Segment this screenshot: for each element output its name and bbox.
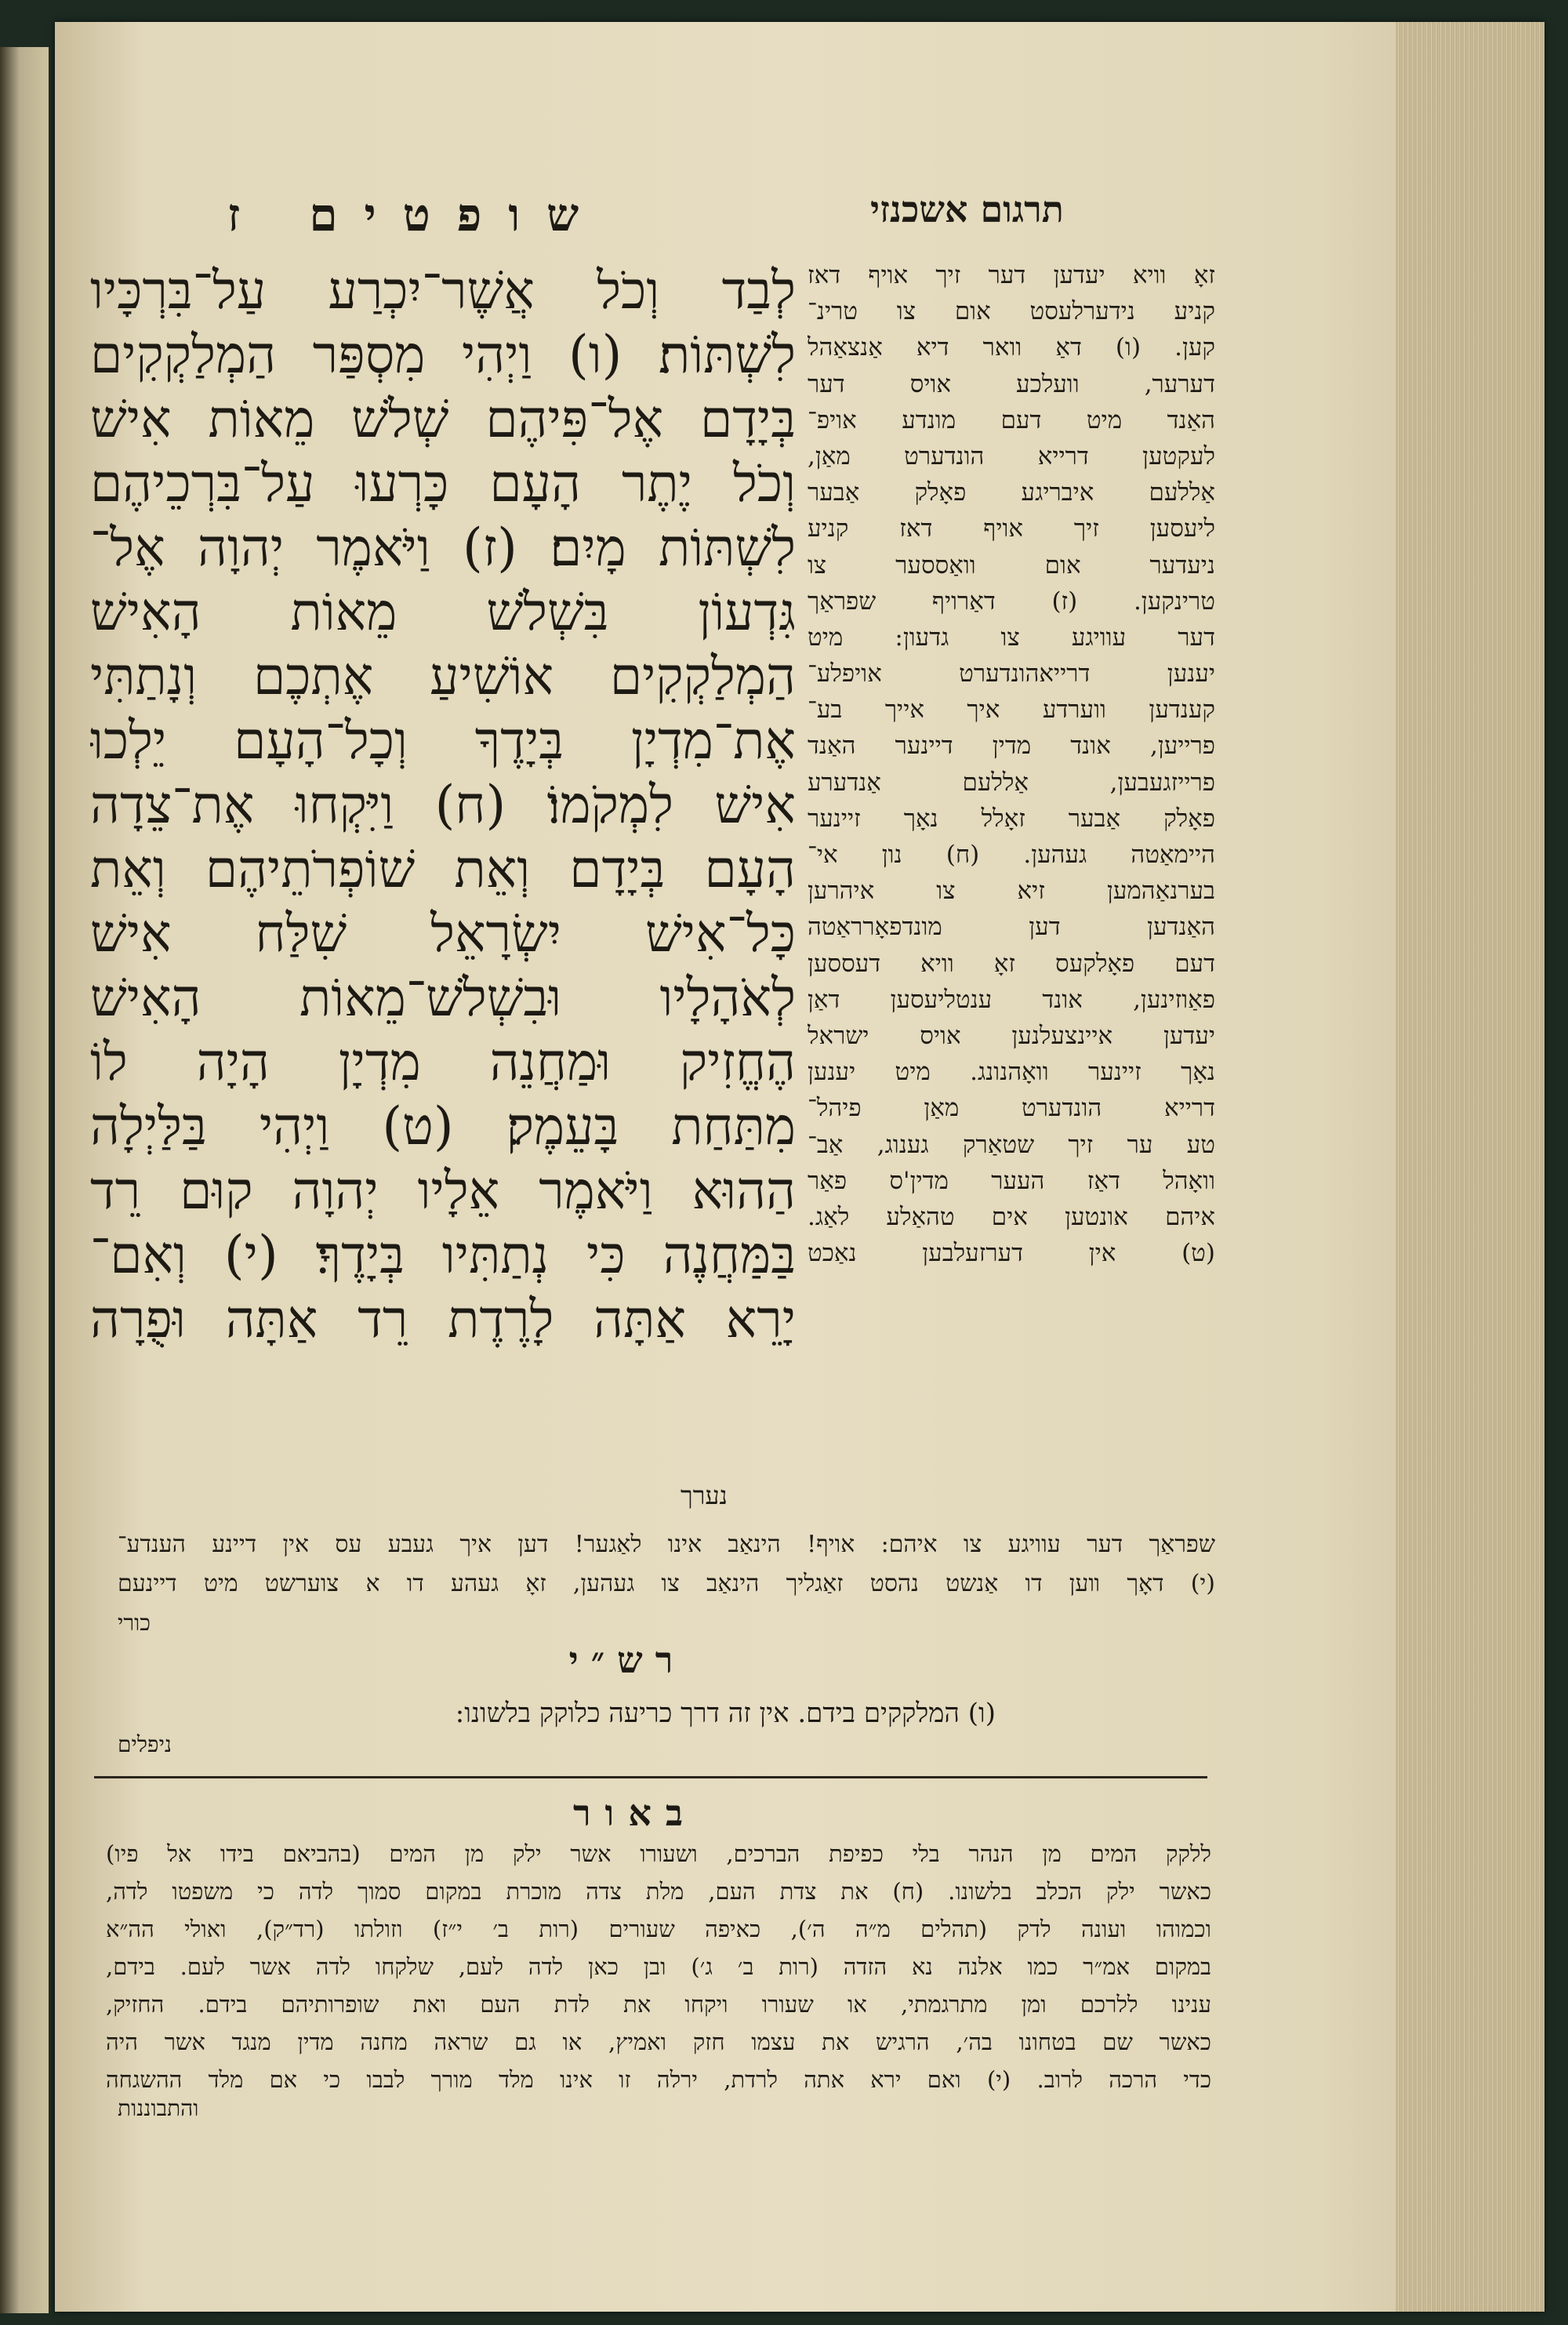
bible-line: לִשְׁתּוֹת מָיִם׃ (ז) וַיֹּאמֶר יְהוָה אֶל־	[90, 518, 796, 578]
yiddish-line: פרייזגעבען, אַללעם אַנדערע	[808, 768, 1215, 797]
biur-line: ללקק המים מן הנהר בלי כפיפת הברכים, ושעורו אשר ילק מן המים (בהביאם בידו אל פיו)	[106, 1840, 1211, 1867]
bible-column	[90, 259, 796, 1352]
yiddish-line: (ט) אין דערזעלבען נאַכט	[808, 1239, 1215, 1268]
yiddish-line: קען. (ו) דאַ וואר דיא אַנצאַהל	[808, 333, 1215, 362]
bible-line: הֶחֱזִיק וּמַחֲנֵה מִדְיָן הָיָה לוֹ	[90, 1032, 796, 1092]
yiddish-line: ניעדער אום וואַססער צו	[808, 550, 1215, 579]
catchword-biur: והתבוננות	[118, 2095, 199, 2121]
rashi-title: רש״י	[568, 1639, 686, 1681]
yiddish-line: היימאַטה געהען. (ח) נון אי־	[808, 841, 1215, 869]
rashi-commentary: (ו) המלקקים בידם. אין זה דרך כריעה כלוקק בלשונו:	[455, 1698, 996, 1729]
continuation-line: שפראַך דער עוויגע צו איהם: אויף! הינאַב אינו לאַגער! דען איך געבע עס אין דיינע הענדע־	[118, 1531, 1215, 1558]
biur-line: וכמוהו ועונה לדק (תהלים מ״ה ה׳), כאיפה שעורים (רות ב׳ י״ז) וזולתו (רד״ק), ואולי הה״א	[106, 1916, 1211, 1942]
yiddish-line: טע ער זיך שטאַרק גענוג, אַב־	[808, 1130, 1215, 1159]
bible-line: לְאֹהָלָיו וּבִשְׁלֹשׁ־מֵאוֹת הָאִישׁ	[90, 968, 796, 1028]
bible-line: כָּל־אִישׁ יִשְׂרָאֵל שִׁלַּח אִישׁ	[90, 903, 796, 964]
yiddish-column	[808, 257, 1215, 1271]
continuation-line: (י) דאָך װען דו אַנשט נהסט זאַגליך הינאַב צו געהען, זאָ געהע דו א צוערשט מיט דיינעם	[118, 1570, 1215, 1597]
yiddish-line: אַללעם איבריגע פאָלק אַבער	[808, 478, 1215, 507]
yiddish-line: איהם אונטען אים טהאַלע לאַג.	[808, 1202, 1215, 1231]
yiddish-line: האַנד מיט דעם מונדע אויפ־	[808, 405, 1215, 434]
running-head-translation: תרגום אשכנזי	[870, 188, 1064, 231]
bible-line: בְּיָדָם אֶל־פִּיהֶם שְׁלֹשׁ מֵאוֹת אִישׁ	[90, 389, 796, 449]
biur-line: במקום אמ״ר כמו אלנה נא הזדה (רות ב׳ ג׳) ובן כאן לדה לעם, שלקחו לדה אשר לעם. בידם,	[106, 1953, 1211, 1980]
bible-line: לִשְׁתּוֹת׃ (ו) וַיְהִי מִסְפַּר הַמְלַקְקִים	[90, 325, 796, 385]
catchword-yiddish: כורי	[118, 1610, 151, 1636]
left-page-edge	[0, 47, 50, 2313]
yiddish-line: דעם פאָלקעס זאָ וויא דעססען	[808, 949, 1215, 978]
bible-catchword: נערך	[681, 1480, 728, 1510]
biur-commentary	[106, 1835, 1211, 2098]
yiddish-line: פרייען, אונד מדין דיינער האַנד	[808, 732, 1215, 761]
bible-line: גִּדְעוֹן בִּשְׁלֹשׁ מֵאוֹת הָאִישׁ	[90, 582, 796, 642]
bible-line: הַמְלַקְקִים אוֹשִׁיעַ אֶתְכֶם וְנָתַתִּי	[90, 646, 796, 707]
bible-line: הָעָם בְּיָדָם וְאֵת שׁוֹפְרֹתֵיהֶם וְאֵת	[90, 839, 796, 899]
catchword-rashi: ניפלים	[118, 1731, 172, 1757]
yiddish-line: האַנדען דען מונדפאָרראַטה	[808, 913, 1215, 942]
biur-line: כאשר ילק הכלב בלשונו. (ח) את צדת העם, מלת צדה מוכרת במקום סמוך לדה כי משפטו לדה,	[106, 1878, 1211, 1905]
yiddish-line: וואָהל דאַז העער מדין'ס פאַר	[808, 1166, 1215, 1195]
bible-line: אִישׁ לִמְקֹמוֹ׃ (ח) וַיִּקְחוּ אֶת־צֵדָה	[90, 775, 796, 835]
biur-line: ענינו ללרכם ומן מתרגמתי, או שעורו ויקחו את לדת העם ואת שופרותיהם בידם. החזיק,	[106, 1991, 1211, 2018]
yiddish-continuation	[118, 1525, 1215, 1604]
yiddish-line: נאָך זיינער וואָהנונג. מיט יענען	[808, 1058, 1215, 1087]
yiddish-line: פאָלק אַבער זאָלל נאָך זיינער	[808, 804, 1215, 833]
yiddish-line: דער עוויגע צו גדעון: מיט	[808, 623, 1215, 652]
bible-line: מִתַּחַת בָּעֵמֶק׃ (ט) וַיְהִי בַּלַּיְלָה	[90, 1096, 796, 1157]
bible-line: יָרֵא אַתָּה לָרֶדֶת רֵד אַתָּה וּפֻרָה	[90, 1289, 796, 1350]
running-head-book: שופטים ז	[227, 188, 606, 242]
biur-line: כאשר שם בטחונו בה׳, הרגיש את עצמו חזק ואמיץ, או גם שראה מחנה מדין מנגד אשר היה	[106, 2029, 1211, 2055]
bible-line: וְכֹל יֶתֶר הָעָם כָּרְעוּ עַל־בִּרְכֵיהֶם	[90, 453, 796, 514]
page-edges	[1396, 22, 1544, 2312]
yiddish-line: ליעסען זיך אויף דאז קניע	[808, 514, 1215, 543]
yiddish-line: לעקטען דרייא הונדערט מאַן,	[808, 441, 1215, 470]
yiddish-line: פאַוזינען, אונד ענטליעסען דאַן	[808, 985, 1215, 1014]
yiddish-line: דרייא הונדערט מאַן פיהל־	[808, 1094, 1215, 1123]
yiddish-line: בערנאַהמען זיא צו איהרען	[808, 877, 1215, 906]
yiddish-line: זאָ וויא יעדען דער זיך אויף דאז	[808, 261, 1215, 289]
bible-line: הַהוּא וַיֹּאמֶר אֵלָיו יְהוָה קוּם רֵד	[90, 1161, 796, 1221]
yiddish-line: קניע נידערלעסט אום צו טרינ־	[808, 297, 1215, 326]
biur-line: כדי הרכה לרוב. (י) ואם ירא אתה לרדת, ירלה זו אינו מלד מורך לבבו כי אם מלד ההשגחה	[106, 2066, 1211, 2093]
yiddish-line: יענען דרייאהונדערט אויפלע־	[808, 659, 1215, 688]
yiddish-line: קענדען ווערדע איך אייך בע־	[808, 696, 1215, 725]
biur-title: באור	[572, 1792, 698, 1834]
divider-rule	[94, 1776, 1207, 1778]
yiddish-line: טרינקען. (ז) דאַרויף שפראַך	[808, 587, 1215, 616]
bible-line: אֶת־מִדְיָן בְּיָדֶךָ וְכָל־הָעָם יֵלְכוּ	[90, 710, 796, 771]
yiddish-line: יעדען איינצעלנען אויס ישראל	[808, 1021, 1215, 1050]
bible-line: לְבַד וְכֹל אֲשֶׁר־יִכְרַע עַל־בִּרְכָּיו	[90, 260, 796, 321]
bible-line: בַּמַּחֲנֶה כִּי נְתַתִּיו בְּיָדֶךָ׃ (י) וְאִם־	[90, 1225, 796, 1285]
yiddish-line: דערער, וועלכע אויס דער	[808, 369, 1215, 398]
